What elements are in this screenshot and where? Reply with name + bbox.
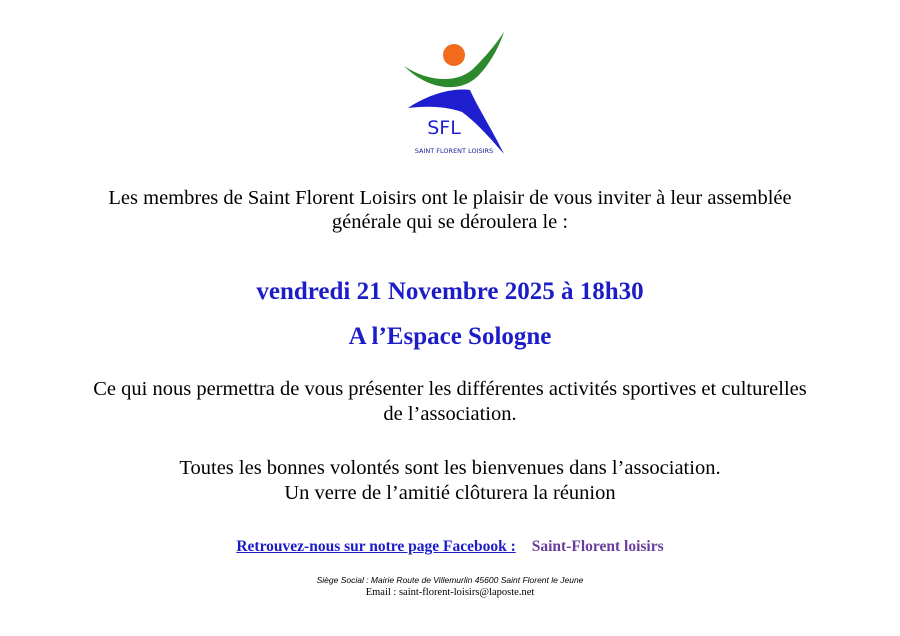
- sfl-logo: [398, 30, 510, 160]
- logo-head-circle: [443, 44, 465, 66]
- closing-line-2: Un verre de l’amitié clôturera la réunion: [284, 482, 616, 504]
- facebook-page-name: Saint-Florent loisirs: [531, 538, 664, 555]
- footer-email: Email : saint-florent-loisirs@laposte.net: [365, 587, 535, 598]
- footer-address: Siège Social : Mairie Route de Villemurlin 45600 Saint Florent le Jeune: [316, 575, 584, 585]
- intro-line-2: générale qui se déroulera le :: [331, 211, 569, 233]
- facebook-link[interactable]: Retrouvez-nous sur notre page Facebook :: [236, 538, 516, 555]
- closing-line-1: Toutes les bonnes volontés sont les bienvenues dans l’association.: [179, 457, 721, 479]
- intro-line-1: Les membres de Saint Florent Loisirs ont le plaisir de vous inviter à leur assemblée: [108, 187, 792, 209]
- facebook-row: [0, 538, 900, 556]
- presentation-line-2: de l’association.: [383, 403, 517, 425]
- event-date: vendredi 21 Novembre 2025 à 18h30: [256, 278, 644, 305]
- logo-letters: SFL: [427, 117, 461, 139]
- event-place: A l’Espace Sologne: [348, 323, 552, 350]
- sfl-logo-graphic: [398, 30, 510, 160]
- presentation-line-1: Ce qui nous permettra de vous présenter les différentes activités sportives et culturelles: [93, 378, 807, 400]
- logo-tagline: SAINT FLORENT LOISIRS: [414, 147, 494, 155]
